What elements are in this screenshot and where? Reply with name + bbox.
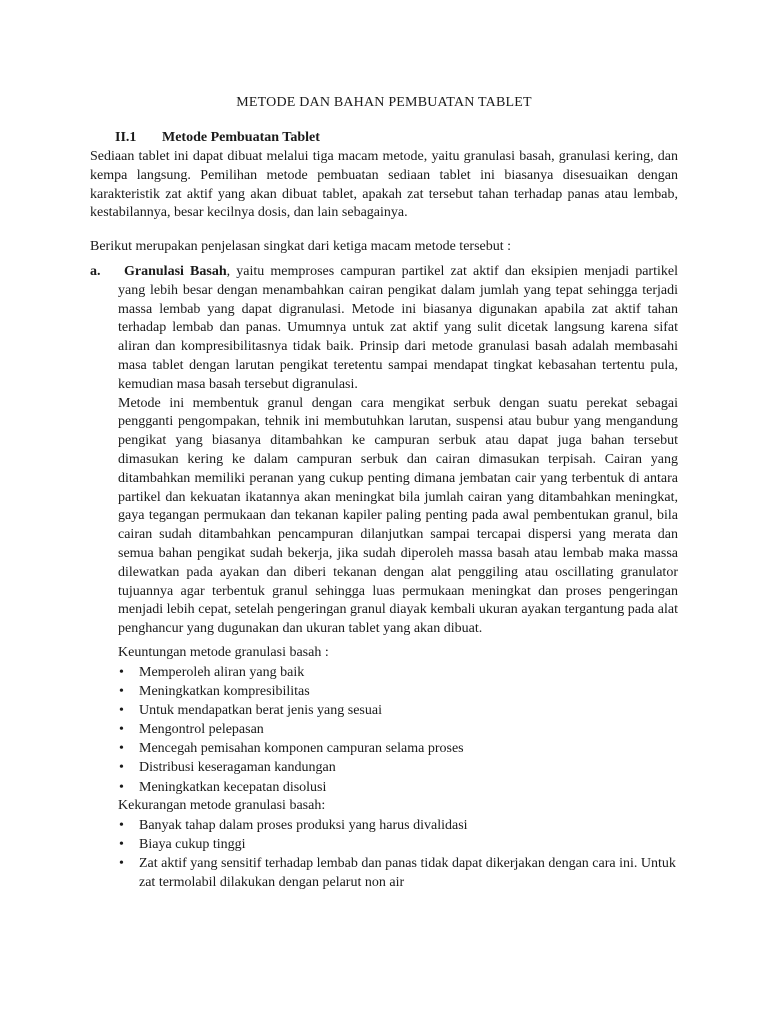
list-item xyxy=(118,778,688,797)
list-item-text: Memperoleh aliran yang baik xyxy=(139,665,305,680)
bullet-icon: • xyxy=(119,856,124,872)
intro-paragraph: Sediaan tablet ini dapat dibuat melalui tiga macam metode, yaitu granulasi basah, granulasi kering, dan kempa langsung. Pemilihan metode pembuatan sediaan tablet ini biasanya disesuaikan dengan karakteristik zat aktif yang akan dibuat tablet, apakah zat tersebut tahan terhadap panas atau lembab, kestabilannya, besar kecilnya dosis, dan lain sebagainya. xyxy=(90,149,678,221)
bullet-icon: • xyxy=(119,779,124,795)
list-item xyxy=(118,816,688,835)
list-item-text: Mengontrol pelepasan xyxy=(139,722,264,738)
disadvantages-list xyxy=(118,816,688,892)
bullet-icon: • xyxy=(119,818,124,833)
section-heading-text: Metode Pembuatan Tablet xyxy=(162,130,320,145)
document-title: METODE DAN BAHAN PEMBUATAN TABLET xyxy=(236,95,532,110)
list-item xyxy=(118,758,688,777)
item-a-paragraph-1 xyxy=(118,263,678,395)
list-item xyxy=(118,663,688,682)
bullet-icon: • xyxy=(119,703,124,719)
list-item-text: Meningkatkan kompresibilitas xyxy=(139,684,310,700)
list-marker-a: a. xyxy=(90,264,101,279)
list-item-text: Biaya cukup tinggi xyxy=(139,837,246,853)
list-item-text: Distribusi keseragaman kandungan xyxy=(139,760,336,776)
list-item xyxy=(118,701,688,720)
item-a-paragraph-1-text: , yaitu memproses campuran partikel zat aktif dan eksipien menjadi partikel yang lebih besar dengan menambahkan cairan pengikat dalam jumlah yang tepat sehingga terjadi massa lembab yang dapat digranulasi. Metode ini biasanya digunakan apabila zat aktif tahan terhadap lembab dan panas. Umumnya untuk zat aktif yang sulit dicetak langsung karena sifat aliran dan kompresibilitasnya tidak baik. Prinsip dari metode granulasi basah adalah membasahi masa tablet dengan larutan pengikat teretentu sampai mendapat tingkat kebasahan tertentu pula, kemudian masa basah tersebut digranulasi. xyxy=(118,264,678,392)
item-a-body xyxy=(118,263,678,639)
list-item xyxy=(118,682,688,701)
term-granulasi-basah: Granulasi Basah xyxy=(124,264,227,279)
bullet-icon: • xyxy=(119,722,124,738)
section-number: II.1 xyxy=(115,130,137,145)
list-item-text: Meningkatkan kecepatan disolusi xyxy=(139,779,327,795)
list-item-text: Untuk mendapatkan berat jenis yang sesuai xyxy=(139,703,382,719)
list-item xyxy=(118,854,688,892)
disadvantages-label: Kekurangan metode granulasi basah: xyxy=(118,798,326,813)
list-item-text: Banyak tahap dalam proses produksi yang harus divalidasi xyxy=(139,818,468,833)
list-item-text: Zat aktif yang sensitif terhadap lembab dan panas tidak dapat dikerjakan dengan cara ini. Untuk zat termolabil dilakukan dengan pelarut non air xyxy=(139,856,676,891)
lead-sentence: Berikut merupakan penjelasan singkat dari ketiga macam metode tersebut : xyxy=(90,239,512,254)
list-item xyxy=(118,739,688,758)
bullet-icon: • xyxy=(119,741,124,757)
bullet-icon: • xyxy=(119,665,124,680)
advantages-label: Keuntungan metode granulasi basah : xyxy=(118,645,329,660)
list-item-text: Mencegah pemisahan komponen campuran selama proses xyxy=(139,741,464,757)
bullet-icon: • xyxy=(119,760,124,776)
bullet-icon: • xyxy=(119,837,124,853)
advantages-list xyxy=(118,663,688,797)
list-item xyxy=(118,720,688,739)
bullet-icon: • xyxy=(119,684,124,700)
section-heading xyxy=(115,129,320,147)
list-item xyxy=(118,835,688,854)
item-a-paragraph-2: Metode ini membentuk granul dengan cara mengikat serbuk dengan suatu perekat sebagai pengganti pengompakan, tehnik ini membutuhkan larutan, suspensi atau bubur yang mengandung pengikat yang biasanya ditambahkan ke campuran serbuk atau dapat juga bahan tersebut dimasukan kering ke dalam campuran serbuk dan cairan dimasukan terpisah. Cairan yang ditambahkan memiliki peranan yang cukup penting dimana jembatan cair yang terbentuk di antara partikel dan kekuatan ikatannya akan meningkat bila jumlah cairan yang ditambahkan meningkat, gaya tegangan permukaan dan tekanan kapiler paling penting pada awal pembentukan granul, bila cairan sudah ditambahkan pencampuran dilanjutkan sampai tercapai dispersi yang merata dan semua bahan pengikat sudah bekerja, jika sudah diperoleh massa basah atau lembab maka massa dilewatkan pada ayakan dan diberi tekanan dengan alat penggiling atau oscillating granulator tujuannya agar terbentuk granul sehingga luas permukaan meningkat dan proses pengeringan menjadi lebih cepat, setelah pengeringan granul diayak kembali ukuran ayakan tergantung pada alat penghancur yang dugunakan dan ukuran tablet yang akan dibuat. xyxy=(118,395,678,637)
